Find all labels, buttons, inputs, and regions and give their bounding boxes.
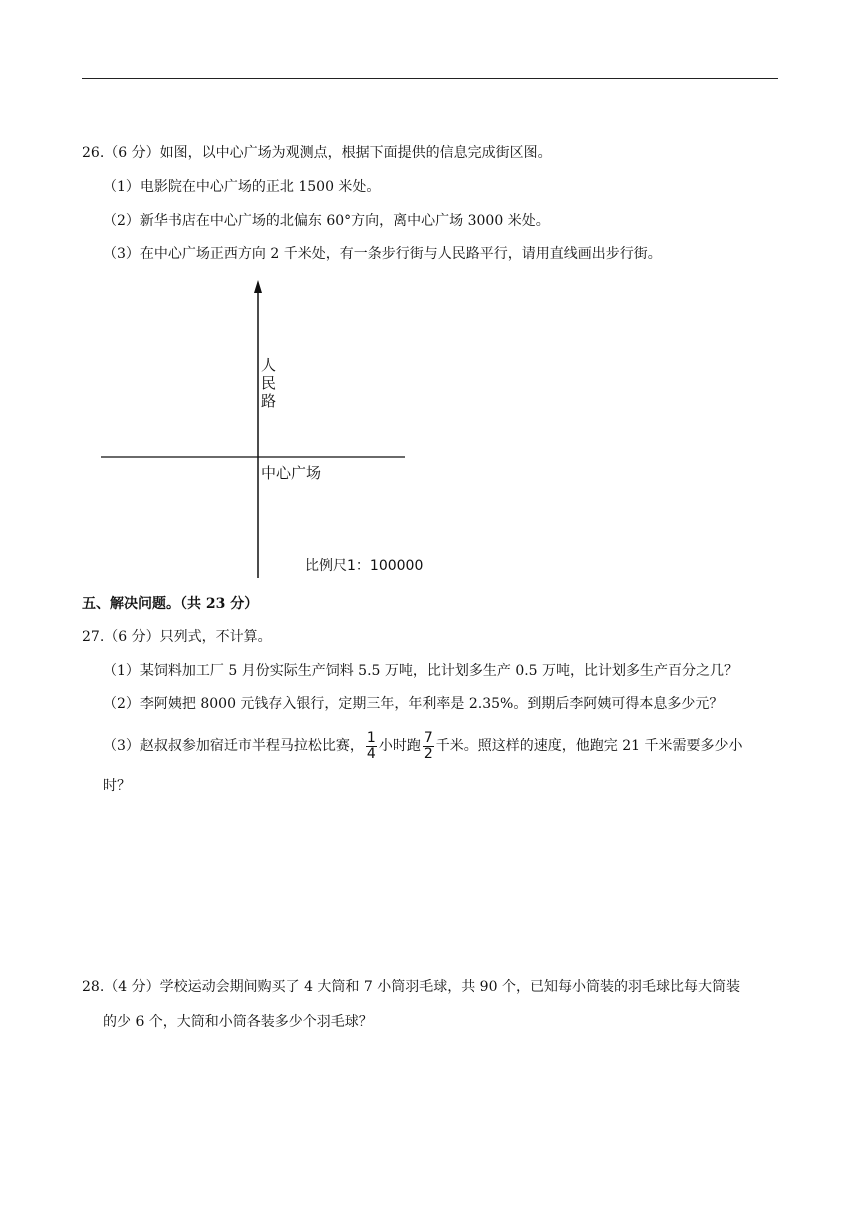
fraction-2-numerator: 7 [423,729,433,746]
section5-title: 五、解决问题。（共 23 分） [82,596,259,612]
q26-title: 26.（6 分）如图，以中心广场为观测点，根据下面提供的信息完成街区图。 [82,145,552,161]
q27-item-2: （2）李阿姨把 8000 元钱存入银行，定期三年，年利率是 2.35%。到期后李阿姨可得本息多少元？ [103,696,724,712]
scale-label: 比例尺1：100000 [305,558,424,574]
header-rule [82,78,778,79]
q27-item-1: （1）某饲料加工厂 5 月份实际生产饲料 5.5 万吨，比计划多生产 0.5 万吨，比计划多生产百分之几？ [103,663,739,679]
q26-item-1: （1）电影院在中心广场的正北 1500 米处。 [103,179,381,195]
fraction-seven-halves [423,731,434,762]
q28-line-2: 的少 6 个，大筒和小筒各装多少个羽毛球？ [103,1014,373,1030]
fraction-2-denominator: 2 [423,745,433,762]
q27-item-3-middle: 小时跑 [378,738,421,754]
q28-line-1: 28.（4 分）学校运动会期间购买了 4 大筒和 7 小筒羽毛球，共 90 个，已知每小筒装的羽毛球比每大筒装 [82,979,740,995]
north-arrow-icon [254,280,262,293]
q27-item-3 [103,728,742,764]
q27-title: 27.（6 分）只列式，不计算。 [82,629,272,645]
q27-item-3-prefix: （3）赵叔叔参加宿迁市半程马拉松比赛， [103,738,364,754]
q26-item-3: （3）在中心广场正西方向 2 千米处，有一条步行街与人民路平行，请用直线画出步行街。 [103,246,662,262]
fraction-1-denominator: 4 [366,745,376,762]
q27-item-3-continuation: 时？ [103,778,131,794]
road-label-char-1: 人 [261,356,277,374]
q27-item-3-suffix: 千米。照这样的速度，他跑完 21 千米需要多少小 [435,738,743,754]
road-label-char-3: 路 [261,392,277,410]
fraction-1-numerator: 1 [366,729,376,746]
q26-item-2: （2）新华书店在中心广场的北偏东 60°方向，离中心广场 3000 米处。 [103,213,550,229]
center-square-label: 中心广场 [261,464,322,482]
road-label-char-2: 民 [261,374,277,392]
fraction-one-quarter [366,731,377,762]
